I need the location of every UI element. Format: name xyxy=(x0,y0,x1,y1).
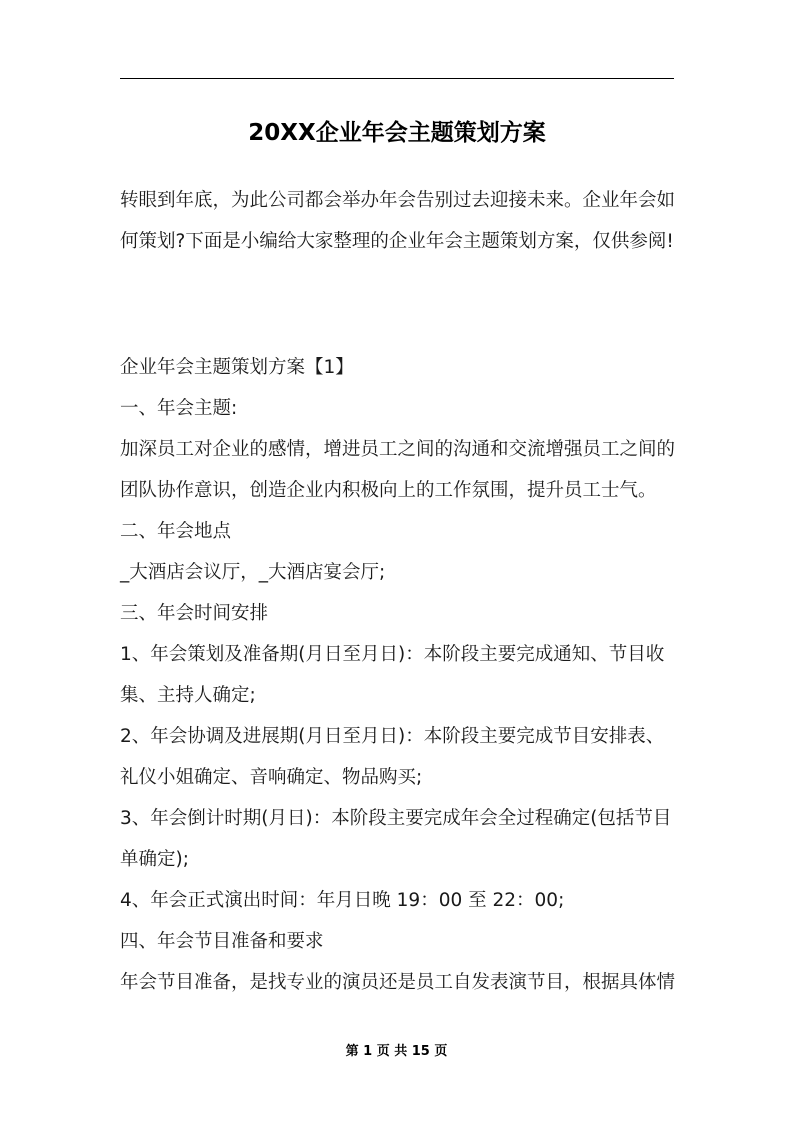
body-line: 团队协作意识，创造企业内积极向上的工作氛围，提升员工士气。 xyxy=(120,480,657,501)
total-pages: 15 xyxy=(411,1044,430,1059)
section-heading: 三、年会时间安排 xyxy=(120,603,269,624)
body-line: 2、年会协调及进展期(月日至月日)：本阶段主要完成节目安排表、 xyxy=(120,726,665,747)
intro-paragraph xyxy=(120,180,680,262)
section-heading: 二、年会地点 xyxy=(120,521,232,542)
page-number: 1 xyxy=(363,1044,373,1059)
body-line: 礼仪小姐确定、音响确定、物品购买; xyxy=(120,767,423,788)
page-footer xyxy=(0,1042,793,1062)
body-line: 1、年会策划及准备期(月日至月日)：本阶段主要完成通知、节目收 xyxy=(120,644,665,665)
intro-line: 何策划?下面是小编给大家整理的企业年会主题策划方案，仅供参阅! xyxy=(120,231,674,252)
body-line: 4、年会正式演出时间：年月日晚 19：00 至 22：00; xyxy=(120,890,565,911)
intro-line: 转眼到年底，为此公司都会举办年会告别过去迎接未来。企业年会如 xyxy=(120,190,676,211)
document-body xyxy=(120,347,680,1003)
body-line: 3、年会倒计时期(月日)：本阶段主要完成年会全过程确定(包括节目 xyxy=(120,808,672,829)
footer-suffix: 页 xyxy=(434,1044,448,1059)
body-line: _大酒店会议厅，_大酒店宴会厅; xyxy=(120,562,386,583)
body-line: 加深员工对企业的感情，增进员工之间的沟通和交流增强员工之间的 xyxy=(120,439,676,460)
body-line: 年会节目准备，是找专业的演员还是员工自发表演节目，根据具体情 xyxy=(120,972,676,993)
header-rule xyxy=(120,78,674,79)
section-heading: 企业年会主题策划方案【1】 xyxy=(120,357,354,378)
footer-middle: 页 共 xyxy=(376,1044,408,1059)
section-heading: 四、年会节目准备和要求 xyxy=(120,931,324,952)
document-title: 20XX企业年会主题策划方案 xyxy=(248,120,546,147)
section-heading: 一、年会主题: xyxy=(120,398,238,419)
footer-prefix: 第 xyxy=(345,1044,359,1059)
body-line: 单确定); xyxy=(120,849,189,870)
body-line: 集、主持人确定; xyxy=(120,685,256,706)
